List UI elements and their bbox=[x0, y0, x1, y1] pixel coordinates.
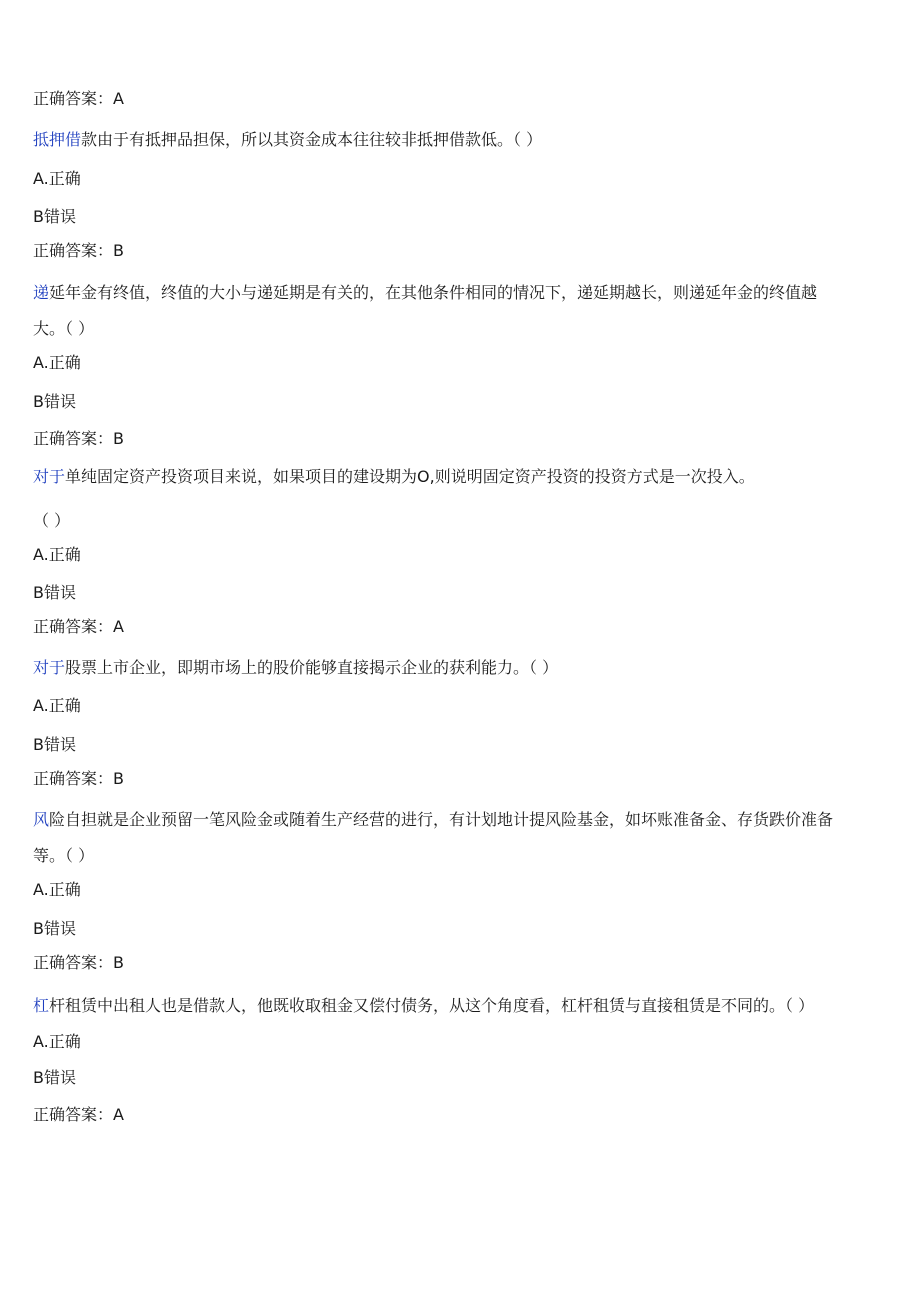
question-text bbox=[33, 282, 817, 304]
question-text bbox=[33, 466, 755, 488]
option-b: B错误 bbox=[33, 392, 76, 411]
answer-line: 正确答案：B bbox=[33, 241, 124, 260]
question-body: 款由于有抵押品担保，所以其资金成本往往较非抵押借款低。（ ） bbox=[81, 130, 543, 149]
question-lead: 风 bbox=[33, 810, 50, 829]
question-lead: 杠 bbox=[33, 996, 50, 1015]
answer-line: 正确答案：B bbox=[33, 429, 124, 448]
option-b: B错误 bbox=[33, 207, 76, 226]
question-text bbox=[33, 809, 833, 831]
option-a: A.正确 bbox=[33, 1032, 81, 1051]
question-lead: 递 bbox=[33, 283, 50, 302]
question-text bbox=[33, 995, 814, 1017]
option-b: B错误 bbox=[33, 583, 76, 602]
question-continuation: 大。（ ） bbox=[33, 319, 95, 338]
option-b: B错误 bbox=[33, 919, 76, 938]
question-body: 杆租赁中出租人也是借款人，他既收取租金又偿付债务，从这个角度看，杠杆租赁与直接租赁是不同的。（ ） bbox=[49, 996, 815, 1015]
question-text bbox=[33, 657, 558, 679]
option-a: A.正确 bbox=[33, 696, 81, 715]
question-lead: 对于 bbox=[33, 658, 66, 677]
option-a: A.正确 bbox=[33, 545, 81, 564]
question-lead: 对于 bbox=[33, 467, 66, 486]
answer-line: 正确答案：A bbox=[33, 617, 124, 636]
question-body: 单纯固定资产投资项目来说，如果项目的建设期为O,则说明固定资产投资的投资方式是一次投入。 bbox=[65, 467, 755, 486]
option-a: A.正确 bbox=[33, 169, 81, 188]
answer-line: 正确答案：B bbox=[33, 953, 124, 972]
option-a: A.正确 bbox=[33, 880, 81, 899]
answer-line: 正确答案：B bbox=[33, 769, 124, 788]
question-continuation: （ ） bbox=[33, 511, 71, 530]
option-b: B错误 bbox=[33, 1068, 76, 1087]
option-a: A.正确 bbox=[33, 353, 81, 372]
question-body: 股票上市企业，即期市场上的股价能够直接揭示企业的获利能力。（ ） bbox=[65, 658, 559, 677]
question-body: 延年金有终值，终值的大小与递延期是有关的，在其他条件相同的情况下，递延期越长，则递延年金的终值越 bbox=[49, 283, 818, 302]
question-text bbox=[33, 129, 542, 151]
question-body: 险自担就是企业预留一笔风险金或随着生产经营的进行，有计划地计提风险基金，如坏账准备金、存货跌价准备 bbox=[49, 810, 834, 829]
answer-line: 正确答案：A bbox=[33, 1105, 124, 1124]
option-b: B错误 bbox=[33, 735, 76, 754]
answer-line: 正确答案：A bbox=[33, 89, 124, 108]
question-lead: 抵押借 bbox=[33, 130, 82, 149]
question-continuation: 等。（ ） bbox=[33, 846, 95, 865]
